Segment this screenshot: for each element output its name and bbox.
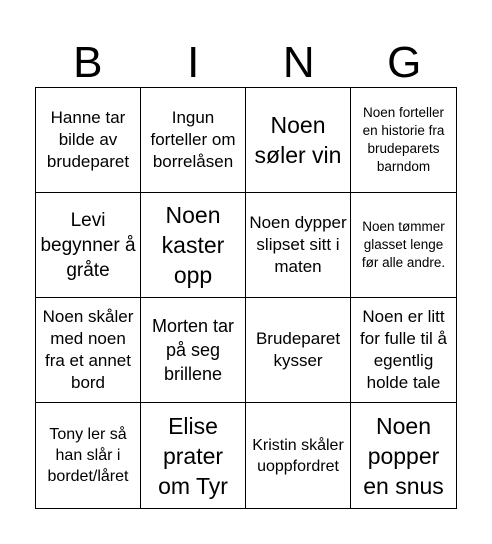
bingo-board [35,87,457,509]
bingo-cell[interactable] [351,403,456,508]
cell-text: Hanne tar bilde av brudeparet [46,108,130,171]
bingo-cell[interactable] [36,193,141,298]
cell-text: Levi begynner å gråte [40,209,136,281]
header-letter-n: N [282,38,315,87]
bingo-cell[interactable] [246,193,351,298]
bingo-cell[interactable] [141,298,246,403]
bingo-cell[interactable] [351,88,456,193]
cell-text: Noen forteller en historie fra brudeparets barndom [362,105,445,174]
cell-text: Noen er litt for fulle til å egentlig holde tale [360,307,447,392]
cell-text: Noen tømmer glasset lenge før alle andre. [361,219,446,270]
cell-text: Ingun forteller om borrelåsen [150,108,236,171]
header-letter-g: G [387,38,422,87]
cell-text: Morten tar på seg brillene [151,316,235,384]
cell-text: Noen popper en snus [363,412,444,499]
cell-text: Noen søler vin [254,112,342,168]
bingo-cell[interactable] [246,88,351,193]
bingo-cell[interactable] [141,193,246,298]
header-letter-i: I [187,38,200,87]
bingo-cell[interactable] [36,403,141,508]
header-letter-b: B [73,38,103,87]
bingo-cell[interactable] [36,88,141,193]
bingo-cell[interactable] [141,88,246,193]
bingo-cell[interactable] [246,403,351,508]
cell-text: Tony ler så han slår i bordet/låret [47,426,129,485]
cell-text: Brudeparet kysser [255,329,341,370]
cell-text: Noen skåler med noen fra et annet bord [42,307,134,392]
cell-text: Kristin skåler uoppfordret [252,436,344,475]
bingo-cell[interactable] [246,298,351,403]
cell-text: Noen kaster opp [161,202,225,288]
cell-text: Elise prater om Tyr [158,412,228,499]
bingo-cell[interactable] [351,193,456,298]
bingo-header [35,38,457,88]
bingo-cell[interactable] [36,298,141,403]
bingo-cell[interactable] [351,298,456,403]
cell-text: Noen dypper slipset sitt i maten [249,213,347,276]
bingo-cell[interactable] [141,403,246,508]
